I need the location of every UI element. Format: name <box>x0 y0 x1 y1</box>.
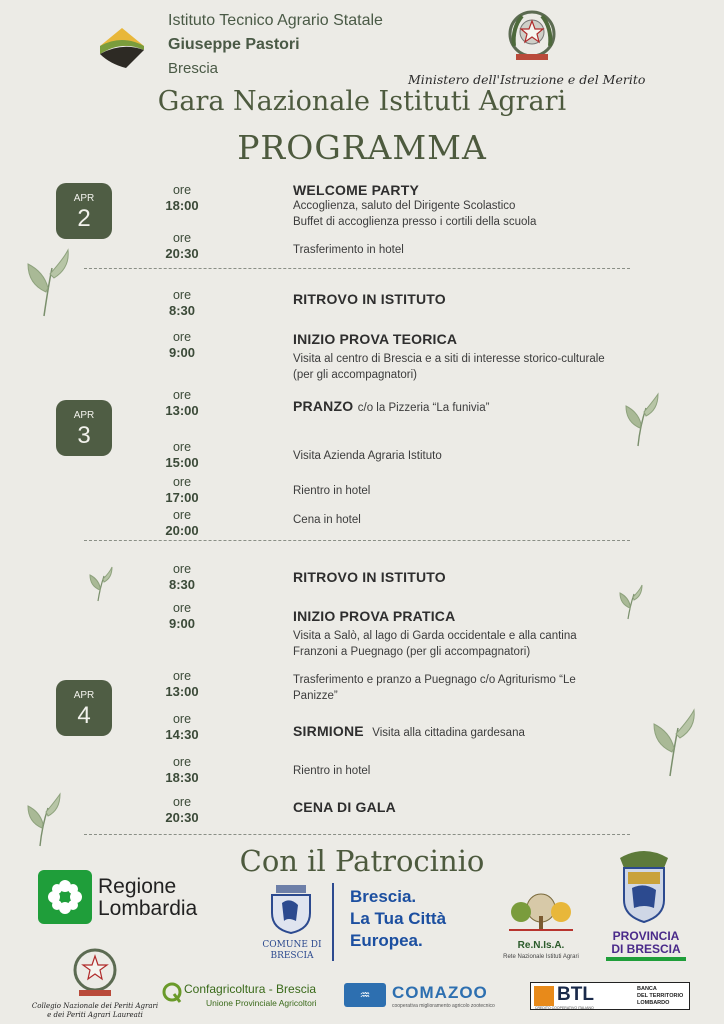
event-time: ore 18:30 <box>165 755 199 785</box>
event-time: ore 18:00 <box>165 183 199 213</box>
event-desc: Visita al centro di Brescia e a siti di interesse storico-culturale <box>293 353 605 365</box>
leaf-icon <box>88 566 116 602</box>
event-time: ore 13:00 <box>165 669 199 699</box>
event-desc: Accoglienza, saluto del Dirigente Scolastico <box>293 200 516 212</box>
event-time: ore 20:30 <box>165 231 199 261</box>
collegio-emblem-icon <box>70 946 120 1000</box>
day-badge-apr-4 <box>56 680 112 736</box>
btl-subtitle: CREDITO COOPERATIVO ITALIANO <box>535 1006 594 1010</box>
divider <box>84 540 630 541</box>
provincia-brescia-label: PROVINCIA DI BRESCIA <box>611 929 681 956</box>
event-azienda <box>293 448 442 464</box>
school-name-line2: Giuseppe Pastori <box>168 36 300 53</box>
event-title: CENA DI GALA <box>293 799 396 815</box>
event-desc: Visita Azienda Agraria Istituto <box>293 450 442 462</box>
leaf-icon <box>622 392 662 447</box>
event-welcome-party <box>293 182 536 230</box>
event-time: ore 8:30 <box>168 288 196 318</box>
event-desc: Buffet di accoglienza presso i cortili della scuola <box>293 216 537 228</box>
event-sirmione <box>293 723 525 741</box>
event-time: ore 9:00 <box>168 330 196 360</box>
leaf-icon <box>650 708 700 778</box>
event-time: ore 14:30 <box>165 712 199 742</box>
event-prova-teorica <box>293 331 605 383</box>
event-title: INIZIO PROVA TEORICA <box>293 331 458 347</box>
comazoo-logo-icon: ♒ <box>344 983 386 1007</box>
confagricoltura-logo-icon <box>162 982 182 1004</box>
day-number: 2 <box>77 205 91 232</box>
regione-lombardia-text: Regione Lombardia <box>98 875 198 920</box>
event-desc: Panizze” <box>293 690 338 702</box>
page-subtitle: PROGRAMMA <box>237 128 487 167</box>
event-cena <box>293 512 361 528</box>
renisa-tree-icon <box>505 888 577 934</box>
event-desc: (per gli accompagnatori) <box>293 369 418 381</box>
renisa-label: Re.N.Is.A. <box>517 940 565 951</box>
btl-square-icon <box>534 986 554 1006</box>
event-desc: c/o la Pizzeria “La funivia” <box>357 402 490 414</box>
comazoo-label: COMAZOO <box>392 983 488 1002</box>
event-desc: Trasferimento e pranzo a Puegnago c/o Agriturismo “Le <box>293 674 576 686</box>
event-desc: Visita alla cittadina gardesana <box>372 727 525 739</box>
event-rientro <box>293 763 370 779</box>
event-rientro <box>293 483 370 499</box>
comune-brescia-label: COMUNE DI BRESCIA <box>262 940 322 961</box>
event-time: ore 17:00 <box>165 475 199 505</box>
collegio-periti-label: Collegio Nazionale dei Periti Agrari e dei Periti Agrari Laureati <box>31 1002 159 1019</box>
leaf-icon <box>618 584 646 620</box>
event-pranzo-puegnago <box>293 672 576 704</box>
regione-lombardia-logo <box>38 870 92 924</box>
event-desc: Cena in hotel <box>293 514 361 526</box>
event-ritrovo <box>293 291 446 307</box>
day-number: 4 <box>77 702 91 729</box>
btl-logo <box>530 982 690 1010</box>
school-logo <box>96 20 148 72</box>
confagricoltura-label: Confagricoltura - Brescia <box>184 982 317 996</box>
event-time: ore 8:30 <box>168 562 196 592</box>
event-desc: Franzoni a Puegnago (per gli accompagnatori) <box>293 646 531 658</box>
comune-brescia-crest-icon <box>268 883 314 935</box>
event-title: INIZIO PROVA PRATICA <box>293 608 456 624</box>
event-pranzo <box>293 398 489 416</box>
provincia-brescia-crest-icon <box>614 848 674 924</box>
page-title: Gara Nazionale Istituti Agrari <box>157 86 567 117</box>
day-month: APR <box>73 410 95 421</box>
lombardia-rose-icon <box>38 870 92 924</box>
event-prova-pratica <box>293 608 577 660</box>
day-number: 3 <box>77 422 91 449</box>
event-desc: Rientro in hotel <box>293 485 371 497</box>
event-title: RITROVO IN ISTITUTO <box>293 569 446 585</box>
event-ritrovo <box>293 569 446 585</box>
btl-bank-name: BANCA DEL TERRITORIO LOMBARDO <box>637 986 684 1006</box>
italian-republic-emblem <box>506 6 558 66</box>
event-desc: Rientro in hotel <box>293 765 371 777</box>
leaf-icon <box>24 248 74 318</box>
btl-label: BTL <box>557 984 594 1005</box>
event-title: WELCOME PARTY <box>293 182 420 198</box>
divider <box>84 834 630 835</box>
day-month: APR <box>73 193 95 204</box>
event-hotel-transfer <box>293 242 404 258</box>
leaf-icon <box>24 792 64 847</box>
provincia-underline <box>606 957 686 961</box>
school-city: Brescia <box>168 60 219 77</box>
confagricoltura-subtitle: Unione Provinciale Agricoltori <box>206 998 317 1008</box>
day-badge-apr-3 <box>56 400 112 456</box>
brescia-citta-europea-logo: Brescia. La Tua Città Europea. <box>350 887 447 950</box>
school-name-line1: Istituto Tecnico Agrario Statale <box>168 12 383 29</box>
patronage-title: Con il Patrocinio <box>239 844 485 878</box>
event-title: RITROVO IN ISTITUTO <box>293 291 446 307</box>
event-time: ore 20:00 <box>165 508 199 538</box>
day-badge-apr-2 <box>56 183 112 239</box>
event-desc: Visita a Salò, al lago di Garda occidentale e alla cantina <box>293 630 577 642</box>
renisa-subtitle: Rete Nazionale Istituti Agrari <box>503 954 579 960</box>
event-title: SIRMIONE <box>293 723 364 739</box>
event-title: PRANZO <box>293 398 354 414</box>
event-time: ore 20:30 <box>165 795 199 825</box>
ministry-name: Ministero dell'Istruzione e del Merito <box>408 72 646 87</box>
event-desc: Trasferimento in hotel <box>293 244 404 256</box>
divider <box>332 883 334 961</box>
day-month: APR <box>73 690 95 701</box>
event-cena-gala <box>293 799 396 815</box>
event-time: ore 15:00 <box>165 440 199 470</box>
event-time: ore 13:00 <box>165 388 199 418</box>
divider <box>84 268 630 269</box>
event-time: ore 9:00 <box>168 601 196 631</box>
comazoo-subtitle: cooperativa miglioramento agricolo zootecnico <box>392 1003 495 1009</box>
